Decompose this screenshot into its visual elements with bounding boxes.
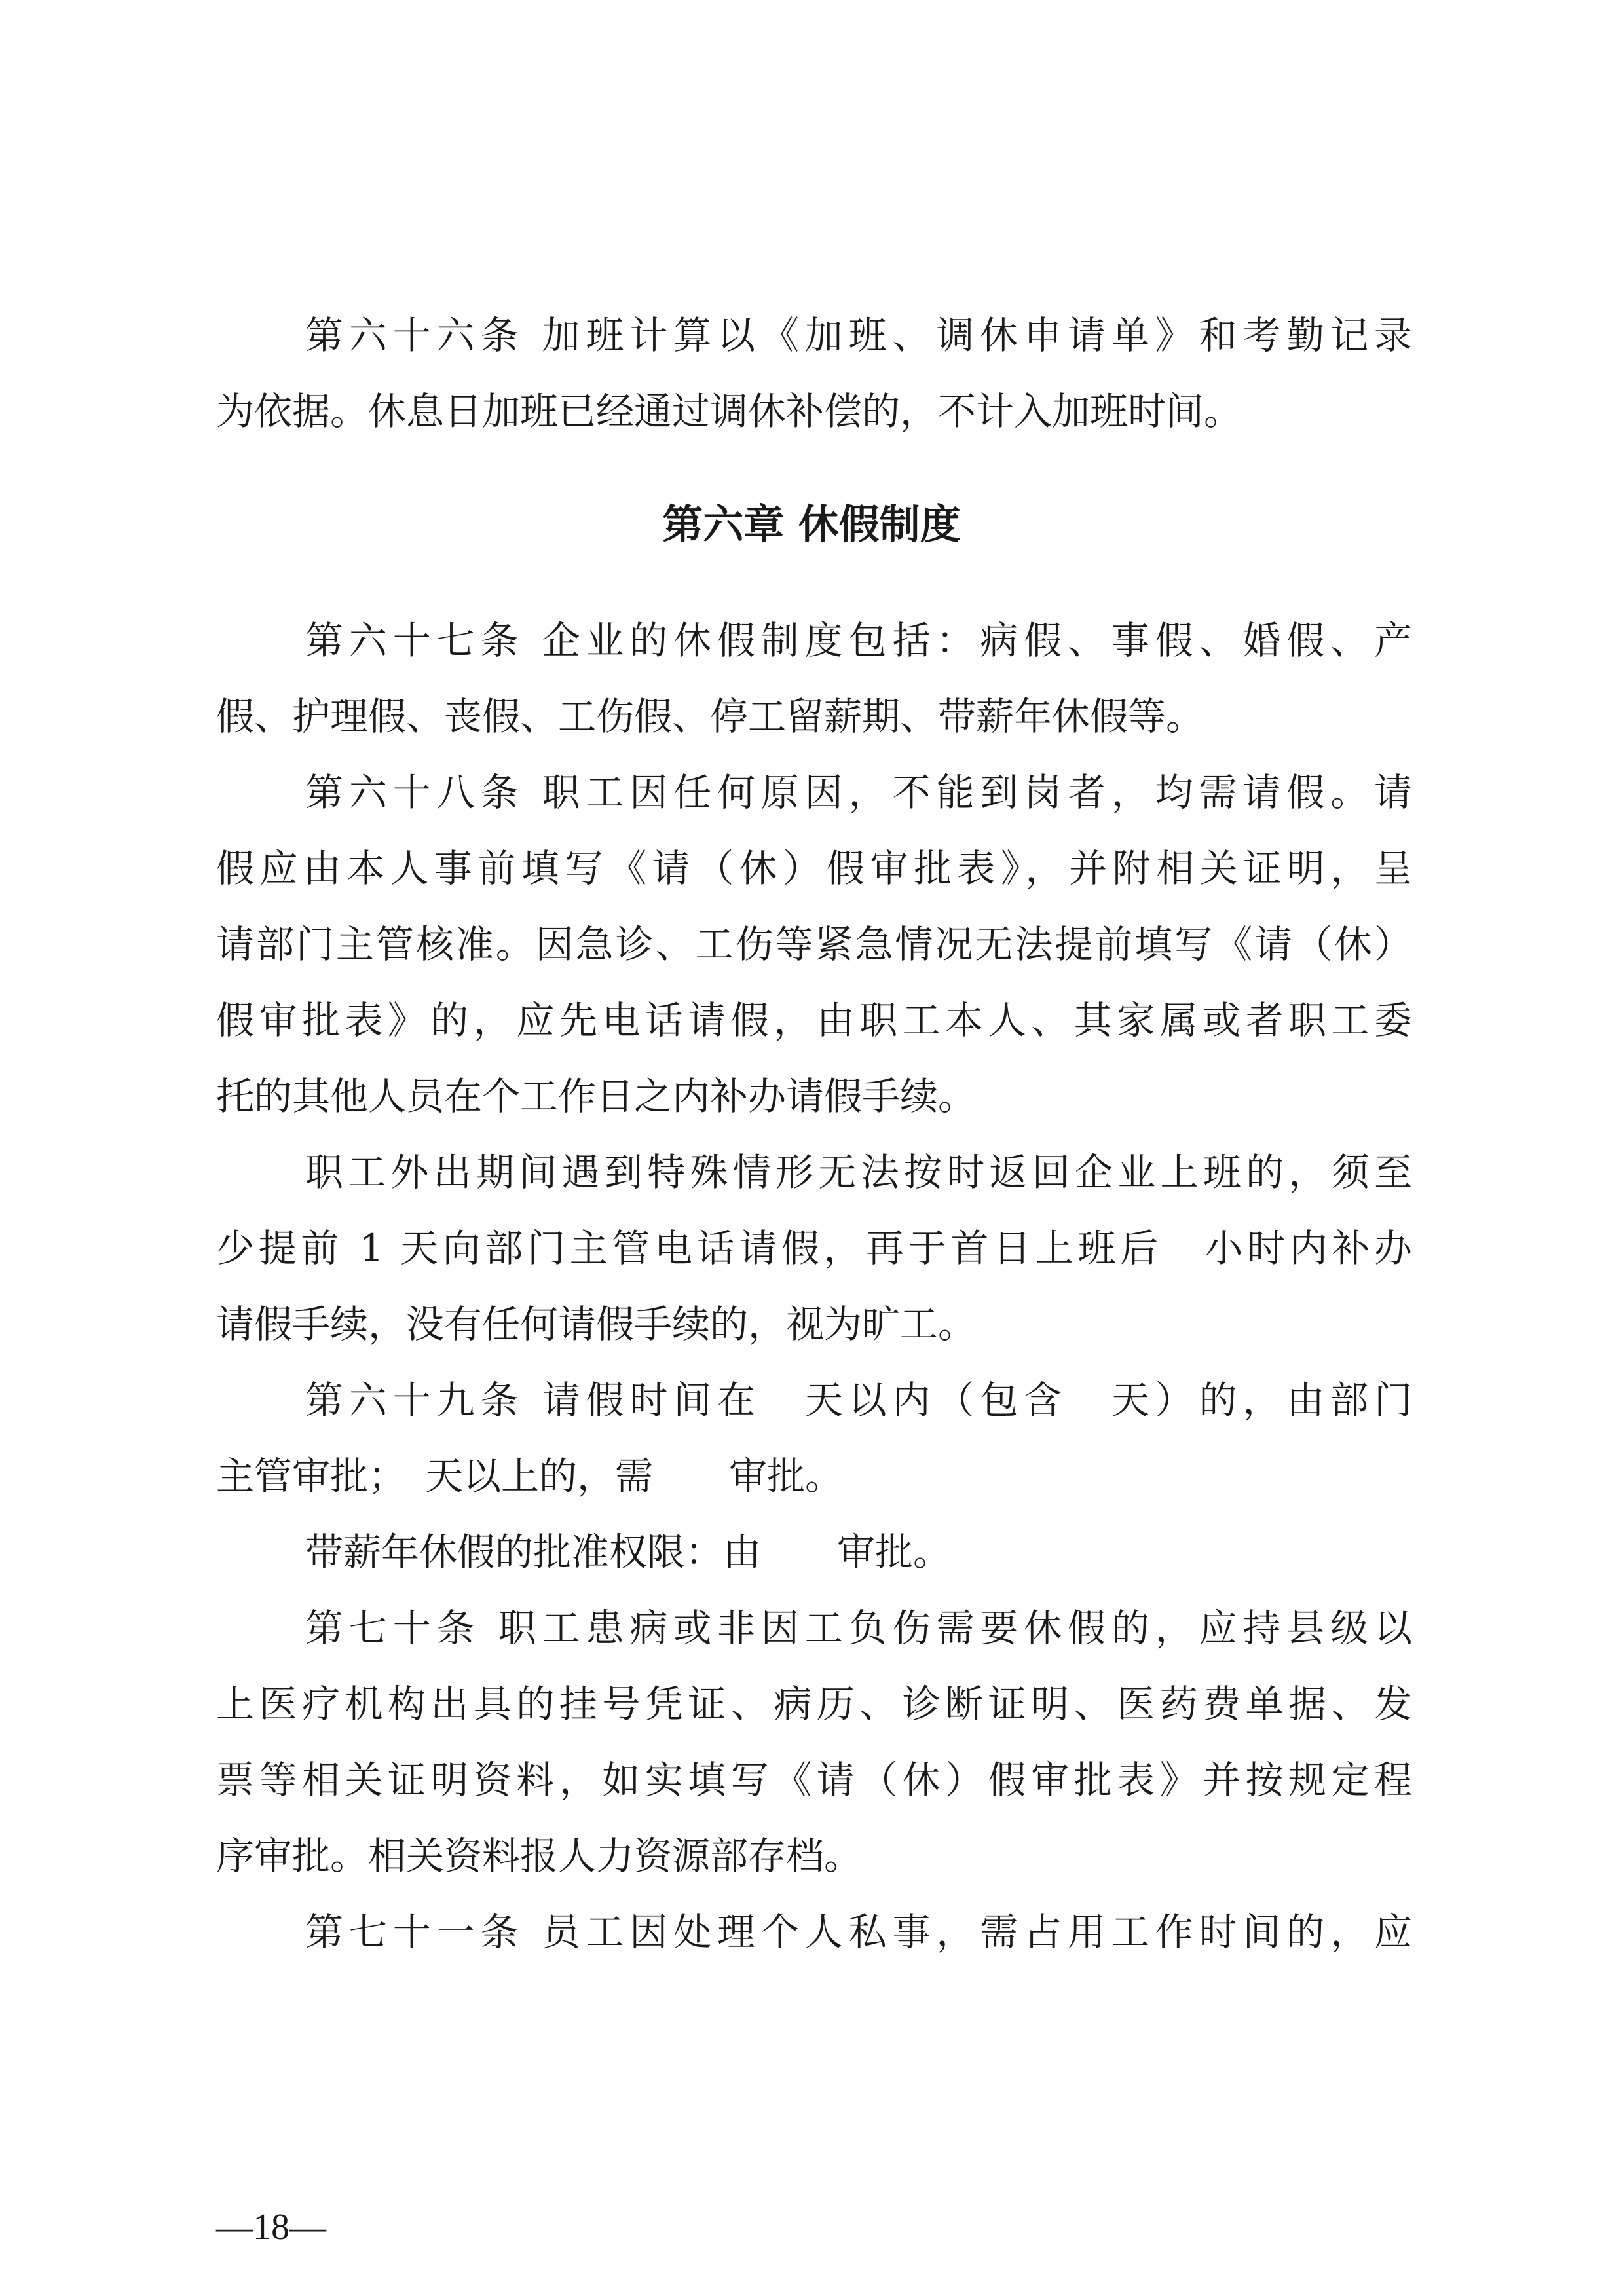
body-line: 请部门主管核准。因急诊、工伤等紧急情况无法提前填写《请（休） xyxy=(216,922,1412,967)
body-line: 第六十七条 企业的休假制度包括：病假、事假、婚假、产 xyxy=(305,618,1412,663)
body-line: 票等相关证明资料，如实填写《请（休）假审批表》并按规定程 xyxy=(216,1758,1412,1802)
body-line: 假、护理假、丧假、工伤假、停工留薪期、带薪年休假等。 xyxy=(216,694,1204,739)
body-line: 第六十六条 加班计算以《加班、调休申请单》和考勤记录 xyxy=(305,313,1412,358)
body-line: 职工外出期间遇到特殊情形无法按时返回企业上班的，须至 xyxy=(305,1150,1412,1194)
body-line: 请假手续，没有任何请假手续的，视为旷工。 xyxy=(216,1302,977,1346)
body-line: 为依据。休息日加班已经通过调休补偿的，不计入加班时间。 xyxy=(216,389,1242,434)
chapter-heading: 第六章 休假制度 xyxy=(662,500,961,548)
body-line: 第六十八条 职工因任何原因，不能到岗者，均需请假。请 xyxy=(305,770,1412,815)
body-line: 第六十九条 请假时间在 天以内（包含 天）的，由部门 xyxy=(305,1378,1412,1422)
body-line: 假审批表》的，应先电话请假，由职工本人、其家属或者职工委 xyxy=(216,998,1412,1043)
body-line: 带薪年休假的批准权限：由 审批。 xyxy=(305,1530,952,1574)
body-line: 第七十一条 员工因处理个人私事，需占用工作时间的，应 xyxy=(305,1910,1412,1954)
body-line: 少提前 1 天向部门主管电话请假，再于首日上班后 小时内补办 xyxy=(216,1226,1412,1270)
body-line: 假应由本人事前填写《请（休）假审批表》，并附相关证明，呈 xyxy=(216,846,1412,891)
body-line: 序审批。相关资料报人力资源部存档。 xyxy=(216,1834,863,1878)
body-line: 上医疗机构出具的挂号凭证、病历、诊断证明、医药费单据、发 xyxy=(216,1682,1412,1726)
body-line: 托的其他人员在个工作日之内补办请假手续。 xyxy=(216,1074,977,1119)
body-line: 第七十条 职工患病或非因工负伤需要休假的，应持县级以 xyxy=(305,1606,1412,1650)
page-number: —18— xyxy=(216,2207,326,2248)
body-line: 主管审批； 天以上的，需 审批。 xyxy=(216,1454,844,1498)
